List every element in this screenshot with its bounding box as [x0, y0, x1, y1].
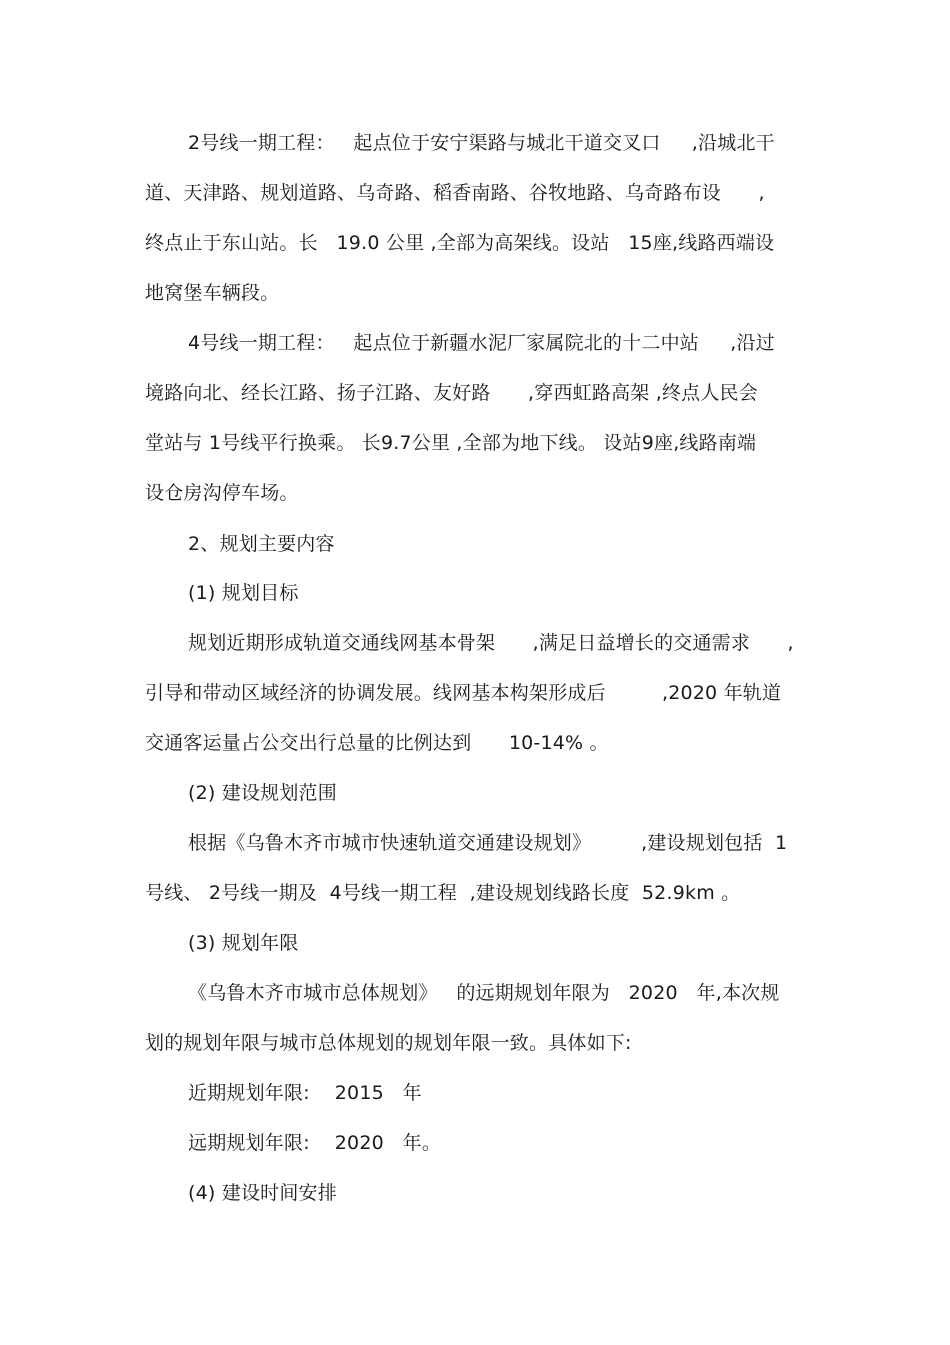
paragraph-line-line4-length: 堂站与 1号线平行换乘。 长9.7公里 ,全部为地下线。 设站9座,线路南端 [145, 432, 757, 454]
paragraph-line-goal-1: 规划近期形成轨道交通线网基本骨架 ,满足日益增长的交通需求 , [188, 632, 794, 654]
subheading-planning-scope: (2) 建设规划范围 [188, 782, 337, 804]
subheading-construction-schedule: (4) 建设时间安排 [188, 1182, 337, 1204]
subheading-planning-period: (3) 规划年限 [188, 932, 299, 954]
paragraph-line-period-1: 《乌鲁木齐市城市总体规划》 的远期规划年限为 2020 年,本次规 [188, 982, 780, 1004]
paragraph-line-line2-intro: 2号线一期工程： 起点位于安宁渠路与城北干道交叉口 ,沿城北干 [188, 132, 775, 154]
near-term-year-line: 近期规划年限: 2015 年 [188, 1082, 422, 1104]
long-term-year-line: 远期规划年限: 2020 年。 [188, 1132, 442, 1154]
paragraph-line-scope-2: 号线、 2号线一期及 4号线一期工程 ,建设规划线路长度 52.9km 。 [145, 882, 741, 904]
paragraph-line-period-2: 划的规划年限与城市总体规划的规划年限一致。具体如下: [145, 1032, 632, 1054]
paragraph-line-line4-depot: 设仓房沟停车场。 [145, 482, 299, 504]
paragraph-line-line2-depot: 地窝堡车辆段。 [145, 282, 280, 304]
subheading-planning-goal: (1) 规划目标 [188, 582, 299, 604]
paragraph-line-scope-1: 根据《乌鲁木齐市城市快速轨道交通建设规划》 ,建设规划包括 1 [188, 832, 788, 854]
section-heading-main-content: 2、规划主要内容 [188, 533, 335, 555]
paragraph-line-goal-2: 引导和带动区域经济的协调发展。线网基本构架形成后 ,2020 年轨道 [145, 682, 782, 704]
paragraph-line-line2-route: 道、天津路、规划道路、乌奇路、稻香南路、谷牧地路、乌奇路布设 , [145, 182, 765, 204]
paragraph-line-line4-intro: 4号线一期工程： 起点位于新疆水泥厂家属院北的十二中站 ,沿过 [188, 332, 775, 354]
paragraph-line-goal-3: 交通客运量占公交出行总量的比例达到 10-14% 。 [145, 732, 609, 754]
paragraph-line-line2-length: 终点止于东山站。长 19.0 公里 ,全部为高架线。设站 15座,线路西端设 [145, 232, 775, 254]
paragraph-line-line4-route: 境路向北、经长江路、扬子江路、友好路 ,穿西虹路高架 ,终点人民会 [145, 382, 758, 404]
